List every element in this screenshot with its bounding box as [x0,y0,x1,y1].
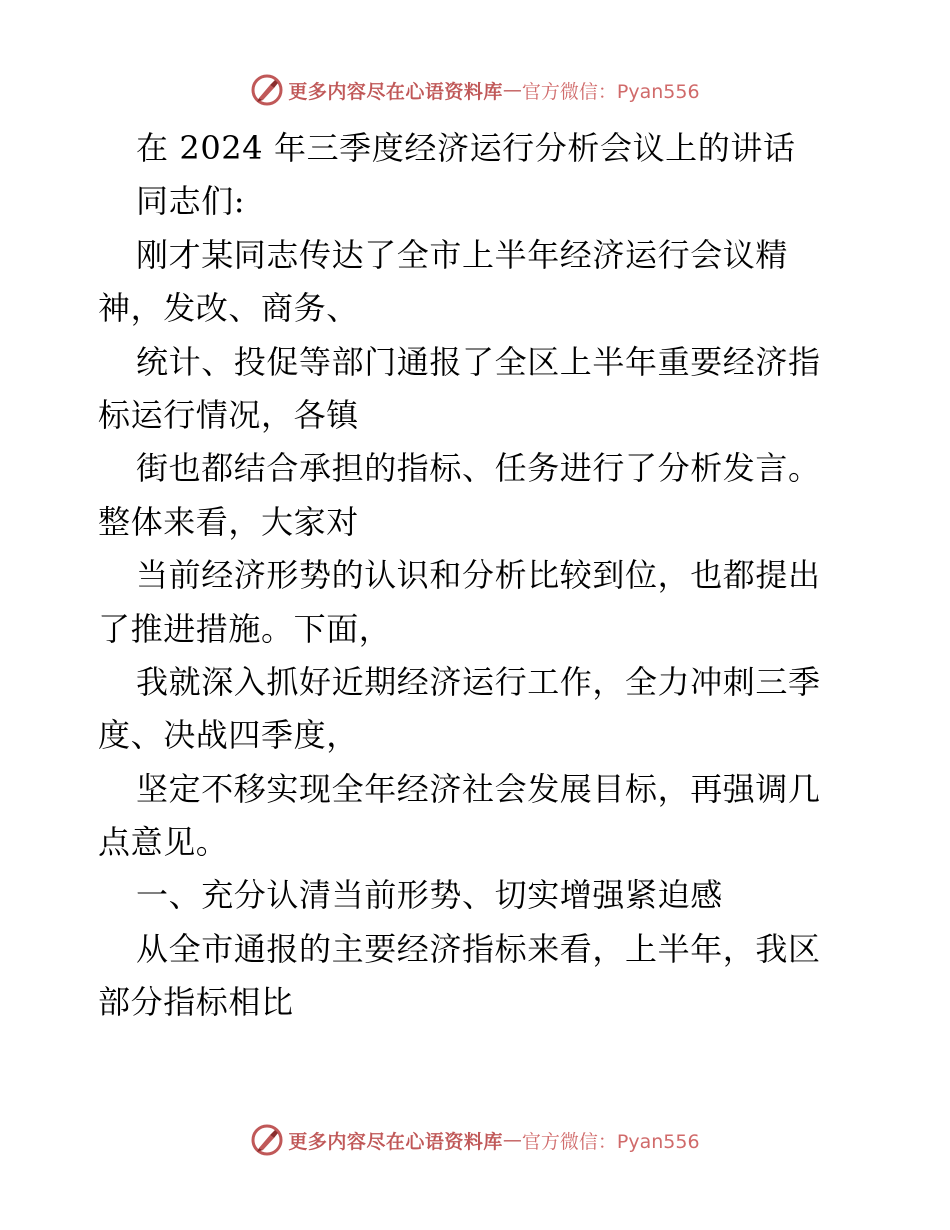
banner-dash: — [502,1129,522,1151]
body-line: 神，发改、商务、 [98,289,359,328]
banner-dash: — [502,79,522,101]
footer-banner [0,1120,950,1160]
body-line: 当前经济形势的认识和分析比较到位，也都提出 [136,556,821,595]
body-line: 我就深入抓好近期经济运行工作，全力冲刺三季 [136,662,821,701]
document-title: 在 2024 年三季度经济运行分析会议上的讲话 [136,129,796,167]
salutation: 同志们: [136,182,246,221]
body-line: 点意见。 [98,823,229,862]
body-line: 街也都结合承担的指标、任务进行了分析发言。 [136,449,821,488]
body-line: 整体来看，大家对 [98,502,359,541]
body-line: 度、决战四季度， [98,716,359,755]
banner-main-text: 更多内容尽在心语资料库 [288,80,503,103]
body-line: 标运行情况，各镇 [98,395,359,434]
document-body [98,122,858,1030]
banner-wechat-text: 官方微信：Pyan556 [521,80,700,103]
body-line: 统计、投促等部门通报了全区上半年重要经济指 [136,342,821,381]
banner-wechat-text: 官方微信：Pyan556 [521,1130,700,1153]
header-banner [0,70,950,110]
body-line: 从全市通报的主要经济指标来看，上半年，我区 [136,929,821,968]
pen-logo-icon [250,73,284,107]
body-line: 刚才某同志传达了全市上半年经济运行会议精 [136,235,789,274]
banner-main-text: 更多内容尽在心语资料库 [288,1130,503,1153]
body-line: 了推进措施。下面， [98,609,392,648]
section-heading: 一、充分认清当前形势、切实增强紧迫感 [136,876,723,915]
pen-logo-icon [250,1123,284,1157]
body-line: 坚定不移实现全年经济社会发展目标，再强调几 [136,769,821,808]
body-line: 部分指标相比 [98,983,294,1022]
